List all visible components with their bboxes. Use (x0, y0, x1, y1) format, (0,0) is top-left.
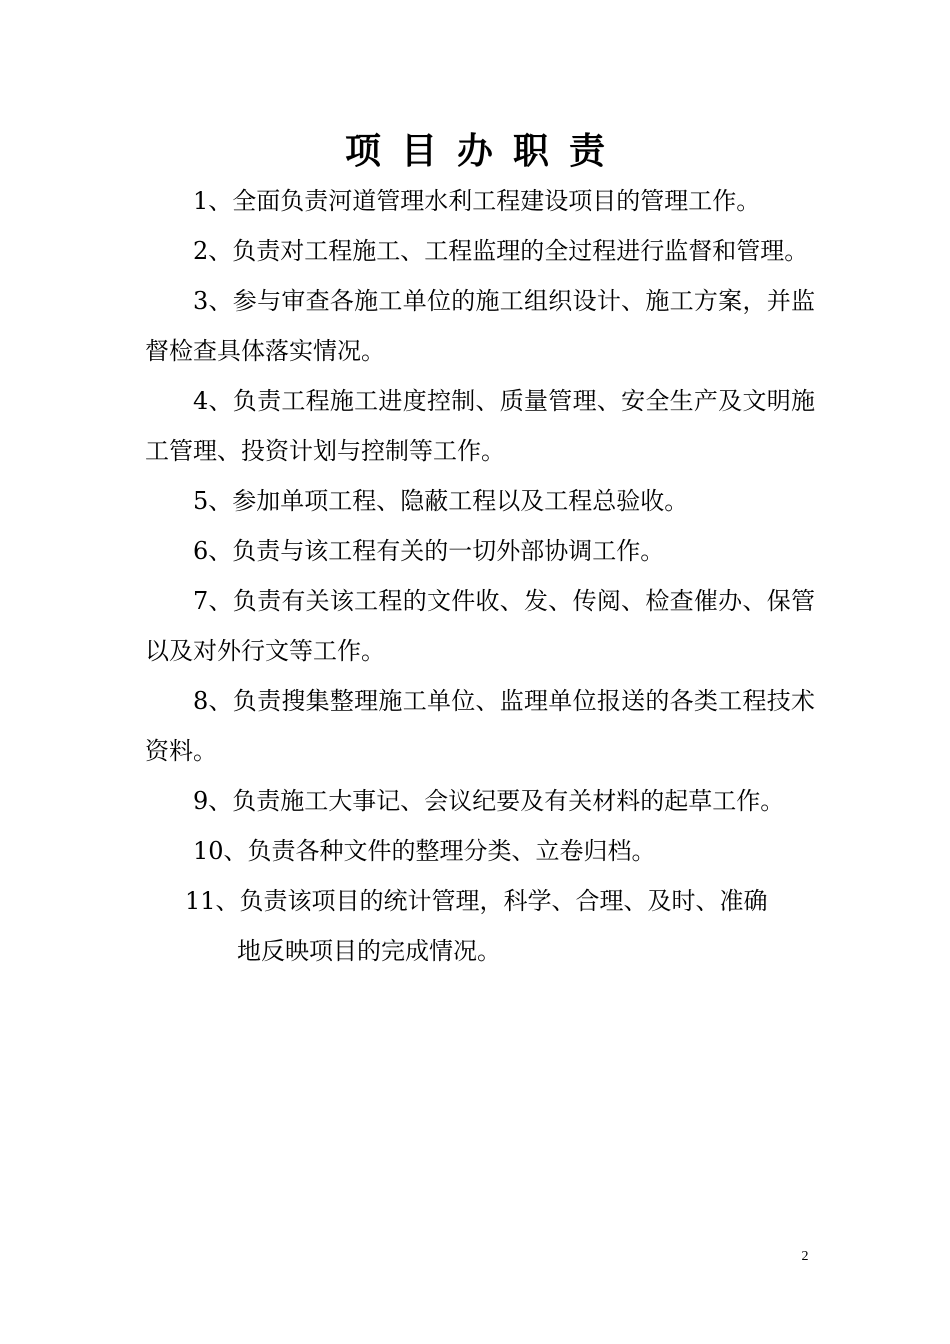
list-item: 7、负责有关该工程的文件收、发、传阅、检查催办、保管以及对外行文等工作。 (145, 587, 815, 665)
list-item-continuation: 地反映项目的完成情况。 (237, 937, 501, 965)
page-title: 项目办职责 (344, 131, 625, 172)
list-item: 6、负责与该工程有关的一切外部协调工作。 (193, 537, 665, 565)
list-item: 3、参与审查各施工单位的施工组织设计、施工方案，并监督检查具体落实情况。 (145, 287, 815, 365)
list-item: 9、负责施工大事记、会议纪要及有关材料的起草工作。 (193, 787, 785, 815)
list-item: 10、负责各种文件的整理分类、立卷归档。 (193, 837, 656, 865)
page-number: 2 (801, 1249, 809, 1264)
list-item: 11、负责该项目的统计管理，科学、合理、及时、准确 (185, 887, 768, 915)
document-body (145, 176, 815, 976)
list-item: 5、参加单项工程、隐蔽工程以及工程总验收。 (193, 487, 689, 515)
list-item: 1、全面负责河道管理水利工程建设项目的管理工作。 (193, 187, 761, 215)
list-item: 8、负责搜集整理施工单位、监理单位报送的各类工程技术资料。 (145, 687, 815, 765)
list-item: 4、负责工程施工进度控制、质量管理、安全生产及文明施工管理、投资计划与控制等工作。 (145, 387, 815, 465)
list-item: 2、负责对工程施工、工程监理的全过程进行监督和管理。 (193, 237, 809, 265)
